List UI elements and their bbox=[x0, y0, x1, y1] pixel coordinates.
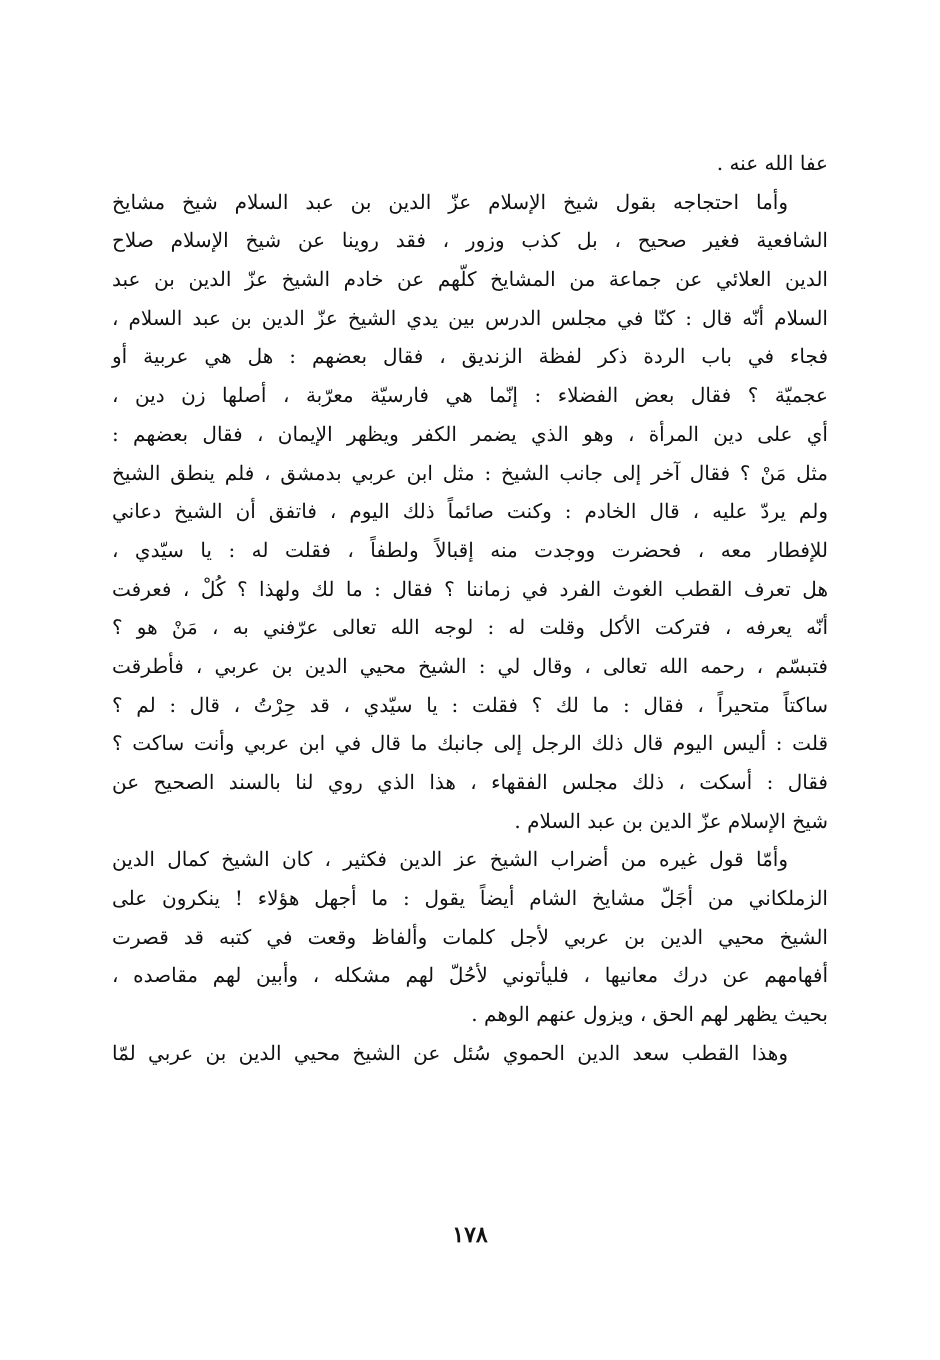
text-line: وأما احتجاجه بقول شيخ الإسلام عزّ الدين بن عبد السلام شيخ مشايخ bbox=[112, 189, 788, 214]
text-line: فتبسّم ، رحمه الله تعالى ، وقال لي : الشيخ محيي الدين بن عربي ، فأطرقت bbox=[112, 653, 828, 678]
text-line: شيخ الإسلام عزّ الدين بن عبد السلام . bbox=[514, 808, 828, 833]
text-line: بحيث يظهر لهم الحق ، ويزول عنهم الوهم . bbox=[471, 1002, 828, 1027]
text-line: السلام أنّه قال : كنّا في مجلس الدرس بين يدي الشيخ عزّ الدين بن عبد السلام ، bbox=[112, 305, 828, 330]
text-line: عجميّة ؟ فقال بعض الفضلاء : إنّما هي فارسيّة معرّبة ، أصلها زن دين ، bbox=[112, 383, 828, 408]
text-line: الزملكاني من أجَلّ مشايخ الشام أيضاً يقول : ما أجهل هؤلاء ! ينكرون على bbox=[112, 886, 828, 911]
text-line: أنّه يعرفه ، فتركت الأكل وقلت له : لوجه الله تعالى عرّفني به ، مَنْ هو ؟ bbox=[112, 615, 828, 640]
text-line: الشيخ محيي الدين بن عربي لأجل كلمات وألفاظ وقعت في كتبه قد قصرت bbox=[112, 924, 828, 949]
text-line: مثل مَنْ ؟ فقال آخر إلى جانب الشيخ : مثل ابن عربي بدمشق ، فلم ينطق الشيخ bbox=[112, 460, 828, 485]
page-number: ١٧٨ bbox=[452, 1222, 488, 1248]
text-line: فقال : أسكت ، ذلك مجلس الفقهاء ، هذا الذي روي لنا بالسند الصحيح عن bbox=[112, 770, 828, 794]
text-line: وهذا القطب سعد الدين الحموي سُئل عن الشيخ محيي الدين بن عربي لمّا bbox=[112, 1040, 788, 1065]
text-line: فجاء في باب الردة ذكر لفظة الزنديق ، فقال بعضهم : هل هي عربية أو bbox=[112, 344, 828, 369]
text-line: الشافعية فغير صحيح ، بل كذب وزور ، فقد روينا عن شيخ الإسلام صلاح bbox=[112, 228, 828, 253]
text-line: أي على دين المرأة ، وهو الذي يضمر الكفر ويظهر الإيمان ، فقال بعضهم : bbox=[112, 421, 828, 446]
text-line: الدين العلائي عن جماعة من المشايخ كلّهم عن خادم الشيخ عزّ الدين بن عبد bbox=[112, 267, 828, 292]
body-text bbox=[112, 144, 828, 1073]
text-line: ساكتاً متحيراً ، فقال : ما لك ؟ فقلت : يا سيّدي ، قد حِرْتُ ، قال : لم ؟ bbox=[112, 692, 828, 717]
text-line: للإفطار معه ، فحضرت ووجدت منه إقبالاً ولطفاً ، فقلت له : يا سيّدي ، bbox=[112, 537, 828, 562]
text-line: وأمّا قول غيره من أضراب الشيخ عز الدين فكثير ، كان الشيخ كمال الدين bbox=[112, 847, 788, 872]
text-line: ولم يردّ عليه ، قال الخادم : وكنت صائماً ذلك اليوم ، فاتفق أن الشيخ دعاني bbox=[112, 499, 828, 524]
text-line: أفهامهم عن درك معانيها ، فليأتوني لأحُلّ لهم مشكله ، وأبين لهم مقاصده ، bbox=[112, 963, 828, 988]
text-line: عفا الله عنه . bbox=[716, 151, 828, 175]
text-line: هل تعرف القطب الغوث الفرد في زماننا ؟ فقال : ما لك ولهذا ؟ كُلْ ، فعرفت bbox=[112, 576, 828, 601]
text-line: قلت : أليس اليوم قال ذلك الرجل إلى جانبك ما قال في ابن عربي وأنت ساكت ؟ bbox=[112, 731, 828, 756]
